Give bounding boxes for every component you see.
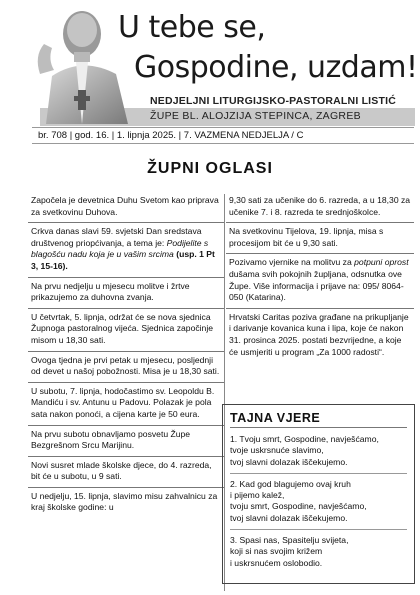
prayer-verse: [230, 479, 407, 530]
prayer-line: koji si nas svojim križem: [230, 546, 323, 557]
prayer-line: 1. Tvoju smrt, Gospodine, navješćamo,: [230, 434, 379, 444]
notice-item: U četvrtak, 5. lipnja, održat će se nova sjednica Župnoga pastoralnog vijeća. Sjednica započinje misom u 18,30 sati.: [28, 309, 224, 352]
prayer-line: 2. Kad god blagujemo ovaj kruh: [230, 478, 351, 489]
notice-item: Novi susret mlade školske djece, do 4. razreda, bit će u subotu, u 9 sati.: [28, 457, 224, 488]
prayer-verse: [230, 535, 407, 574]
notices-right-column: [226, 192, 414, 362]
notice-item: Na prvu nedjelju u mjesecu molitve i žrtve prikazujemo za duhovna zvanja.: [28, 278, 224, 309]
header: [0, 0, 420, 148]
notice-item: Hrvatski Caritas poziva građane na prikupljanje i darivanje kovanica kuna i lipa, koje će nakon 31. prosinca 2025. postati bezvrijedne, a koje će usmjeriti u program „Za 1000 radosti“.: [229, 311, 409, 357]
prayer-line: 3. Spasi nas, Spasitelju svijeta,: [230, 535, 349, 546]
notice-item: Na prvu subotu obnavljamo posvetu Župe Bezgrešnom Srcu Marijinu.: [28, 426, 224, 457]
prayer-box: [222, 404, 415, 584]
issue-bar: br. 708 | god. 16. | 1. lipnja 2025. | 7. VAZMENA NEDJELJA / C: [32, 127, 414, 144]
notice-item: Crkva danas slavi 59. svjetski Dan sredstava društvenog priopćivanja, a tema je: Podijelite s blagošću nadu koja je u vašim srcima (usp. 1 Pt 3, 15-16).: [28, 223, 224, 277]
prayer-line: i pijemo kalež,: [230, 490, 285, 501]
masthead-title-line-2: Gospodine, uzdam!: [134, 50, 418, 85]
notice-item: Započela je devetnica Duhu Svetom kao priprava za svetkovinu Duhova.: [28, 192, 224, 223]
notice-item: U subotu, 7. lipnja, hodočastimo sv. Leopoldu B. Mandiću i sv. Antunu u Padovu. Polazak je pola sata nakon ponoći, a cijena karte je 50 eura.: [28, 383, 224, 426]
notice-item: Na svetkovinu Tijelova, 19. lipnja, misa s procesijom bit će u 9,30 sati.: [226, 223, 414, 254]
notice-item: U nedjelju, 15. lipnja, slavimo misu zahvalnicu za kraj školske godine: u: [31, 490, 218, 513]
prayer-verse: [230, 434, 407, 474]
prayer-line: tvoj slavni dolazak iščekujemo.: [230, 456, 348, 467]
notices-left-column: [28, 192, 224, 518]
parish-name: ŽUPE BL. ALOJZIJA STEPINCA, ZAGREB: [150, 110, 361, 122]
prayer-title: TAJNA VJERE: [230, 411, 407, 428]
notice-item: Pozivamo vjernike na molitvu za potpuni oprost dušama svih pokojnih župljana, odsnutka ove Župe. Više informacija i prijave na: 095/ 8064-050 (Katarina).: [226, 254, 414, 308]
notice-item: Ovoga tjedna je prvi petak u mjesecu, posljednji od devet u našoj pobožnosti. Misa je u 18,30 sati.: [28, 352, 224, 383]
masthead-title-line-1: U tebe se,: [118, 10, 266, 45]
prayer-line: i uskrsnućem oslobodio.: [230, 557, 323, 568]
section-title: ŽUPNI OGLASI: [147, 160, 273, 177]
prayer-line: tvoj slavni dolazak iščekujemo.: [230, 512, 348, 523]
masthead-subtitle: NEDJELJNI LITURGIJSKO-PASTORALNI LISTIĆ: [150, 95, 397, 107]
notice-item: 9,30 sati za učenike do 6. razreda, a u 18,30 za učenike 7. i 8. razreda te srednjoškolce.: [226, 192, 414, 223]
prayer-line: tvoju smrt, Gospodine, navješćamo,: [230, 501, 367, 512]
prayer-line: tvoje uskrsnuće slavimo,: [230, 445, 324, 456]
